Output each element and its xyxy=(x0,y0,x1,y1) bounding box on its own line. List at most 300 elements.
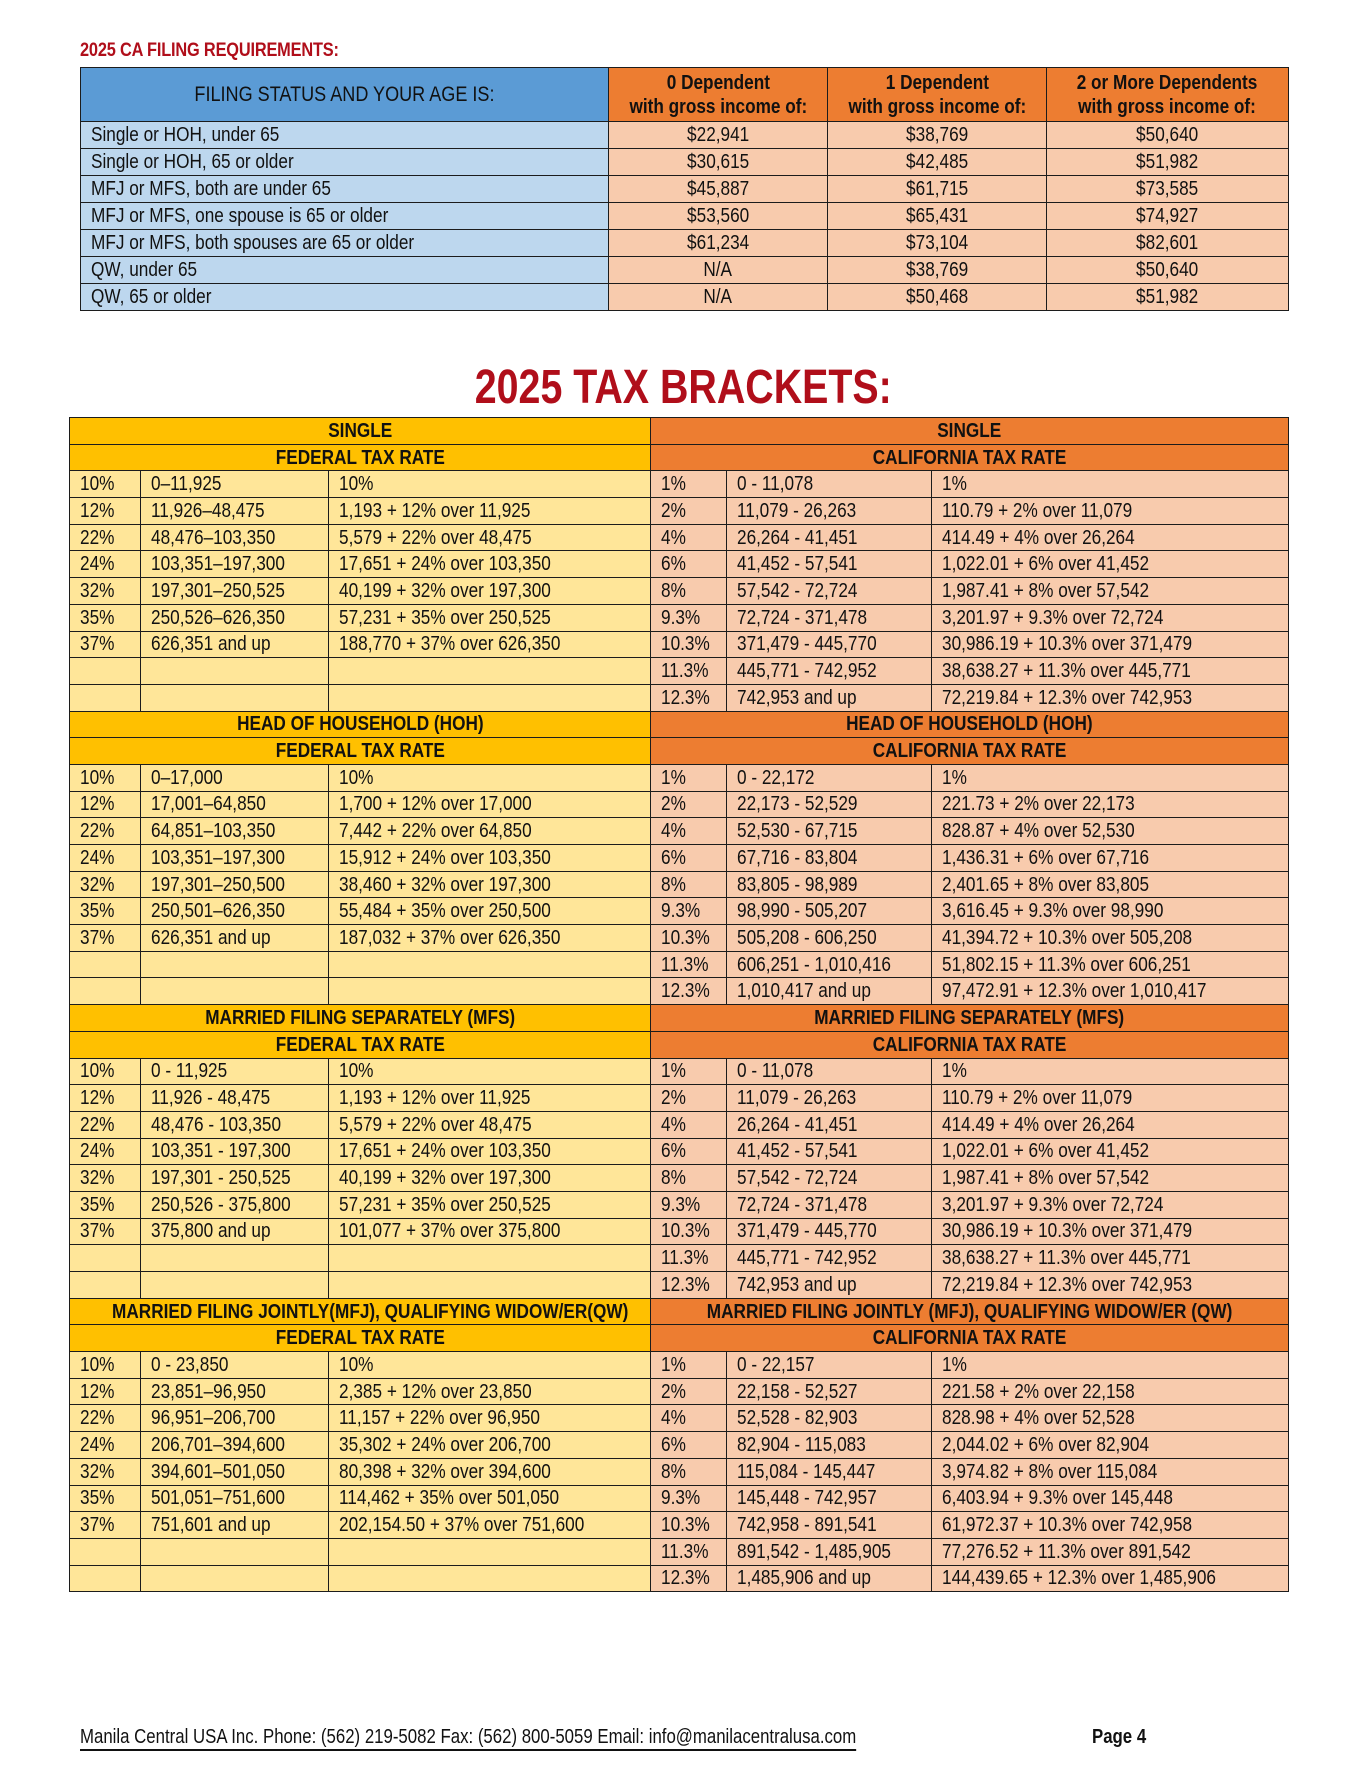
california-rate-cell: 4% xyxy=(651,1405,727,1432)
filing-requirement-row xyxy=(81,122,1289,149)
california-tax-formula-cell: 1% xyxy=(932,1352,1289,1379)
federal-tax-formula-cell xyxy=(329,1538,651,1565)
california-rate-cell: 12.3% xyxy=(651,1272,727,1299)
california-rate-cell: 9.3% xyxy=(651,1191,727,1218)
federal-rate-cell: 37% xyxy=(70,925,141,952)
california-income-range-cell: 67,716 - 83,804 xyxy=(727,845,932,872)
california-income-range-cell: 41,452 - 57,541 xyxy=(727,1138,932,1165)
federal-income-range-cell: 103,351 - 197,300 xyxy=(141,1138,329,1165)
california-income-range-cell: 115,084 - 145,447 xyxy=(727,1458,932,1485)
california-tax-formula-cell: 2,401.65 + 8% over 83,805 xyxy=(932,871,1289,898)
bracket-row xyxy=(70,1458,1289,1485)
california-rate-cell: 6% xyxy=(651,845,727,872)
federal-income-range-cell: 250,526 - 375,800 xyxy=(141,1191,329,1218)
california-tax-formula-cell: 30,986.19 + 10.3% over 371,479 xyxy=(932,1218,1289,1245)
federal-income-range-cell: 103,351–197,300 xyxy=(141,551,329,578)
federal-tax-rate-heading: FEDERAL TAX RATE xyxy=(70,738,651,765)
filing-status-cell: QW, 65 or older xyxy=(81,284,609,311)
federal-rate-cell: 22% xyxy=(70,524,141,551)
federal-filing-status-heading: MARRIED FILING JOINTLY(MFJ), QUALIFYING WIDOW/ER(QW) xyxy=(70,1298,651,1325)
dependent-1-column-header: 1 Dependent with gross income of: xyxy=(828,68,1047,122)
california-rate-cell: 1% xyxy=(651,471,727,498)
federal-income-range-cell: 751,601 and up xyxy=(141,1512,329,1539)
federal-income-range-cell: 64,851–103,350 xyxy=(141,818,329,845)
federal-rate-cell: 35% xyxy=(70,1485,141,1512)
federal-rate-cell: 32% xyxy=(70,1458,141,1485)
california-tax-formula-cell: 77,276.52 + 11.3% over 891,542 xyxy=(932,1538,1289,1565)
tax-rate-heading xyxy=(70,444,1289,471)
federal-rate-cell xyxy=(70,951,141,978)
federal-rate-cell: 12% xyxy=(70,791,141,818)
bracket-row xyxy=(70,631,1289,658)
federal-tax-rate-heading: FEDERAL TAX RATE xyxy=(70,444,651,471)
federal-tax-formula-cell xyxy=(329,951,651,978)
california-income-range-cell: 0 - 11,078 xyxy=(727,471,932,498)
dependent-2-income-cell: $74,927 xyxy=(1047,203,1289,230)
california-income-range-cell: 145,448 - 742,957 xyxy=(727,1485,932,1512)
california-tax-formula-cell: 221.73 + 2% over 22,173 xyxy=(932,791,1289,818)
dependent-1-income-cell: $38,769 xyxy=(828,122,1047,149)
federal-rate-cell: 24% xyxy=(70,1138,141,1165)
federal-rate-cell: 10% xyxy=(70,764,141,791)
filing-requirements-table xyxy=(80,67,1289,311)
california-rate-cell: 11.3% xyxy=(651,1245,727,1272)
california-income-range-cell: 742,953 and up xyxy=(727,1272,932,1299)
california-income-range-cell: 445,771 - 742,952 xyxy=(727,1245,932,1272)
california-income-range-cell: 505,208 - 606,250 xyxy=(727,925,932,952)
california-rate-cell: 1% xyxy=(651,1058,727,1085)
california-filing-status-heading: MARRIED FILING SEPARATELY (MFS) xyxy=(651,1005,1289,1032)
filing-status-heading xyxy=(70,418,1289,445)
page-number: Page 4 xyxy=(1092,1726,1147,1748)
california-tax-formula-cell: 3,616.45 + 9.3% over 98,990 xyxy=(932,898,1289,925)
california-rate-cell: 9.3% xyxy=(651,898,727,925)
california-rate-cell: 10.3% xyxy=(651,1218,727,1245)
california-filing-status-heading: SINGLE xyxy=(651,418,1289,445)
bracket-row xyxy=(70,764,1289,791)
california-income-range-cell: 26,264 - 41,451 xyxy=(727,1111,932,1138)
federal-tax-formula-cell: 57,231 + 35% over 250,525 xyxy=(329,1191,651,1218)
federal-rate-cell: 35% xyxy=(70,1191,141,1218)
bracket-row xyxy=(70,818,1289,845)
bracket-row xyxy=(70,1272,1289,1299)
tax-rate-heading xyxy=(70,738,1289,765)
california-rate-cell: 10.3% xyxy=(651,1512,727,1539)
california-rate-cell: 2% xyxy=(651,791,727,818)
california-tax-formula-cell: 1,987.41 + 8% over 57,542 xyxy=(932,1165,1289,1192)
california-income-range-cell: 1,010,417 and up xyxy=(727,978,932,1005)
federal-income-range-cell: 103,351–197,300 xyxy=(141,845,329,872)
federal-tax-formula-cell: 55,484 + 35% over 250,500 xyxy=(329,898,651,925)
dependent-1-income-cell: $73,104 xyxy=(828,230,1047,257)
dependent-1-income-cell: $50,468 xyxy=(828,284,1047,311)
dependent-2-income-cell: $50,640 xyxy=(1047,122,1289,149)
california-income-range-cell: 742,953 and up xyxy=(727,684,932,711)
california-rate-cell: 6% xyxy=(651,551,727,578)
federal-rate-cell: 24% xyxy=(70,845,141,872)
bracket-row xyxy=(70,1191,1289,1218)
federal-rate-cell: 35% xyxy=(70,604,141,631)
filing-requirement-row xyxy=(81,149,1289,176)
federal-tax-formula-cell: 187,032 + 37% over 626,350 xyxy=(329,925,651,952)
california-tax-formula-cell: 221.58 + 2% over 22,158 xyxy=(932,1378,1289,1405)
bracket-row xyxy=(70,1058,1289,1085)
federal-tax-formula-cell: 15,912 + 24% over 103,350 xyxy=(329,845,651,872)
federal-income-range-cell: 501,051–751,600 xyxy=(141,1485,329,1512)
california-income-range-cell: 57,542 - 72,724 xyxy=(727,578,932,605)
federal-rate-cell: 22% xyxy=(70,818,141,845)
federal-rate-cell xyxy=(70,684,141,711)
federal-rate-cell xyxy=(70,1538,141,1565)
bracket-row xyxy=(70,1352,1289,1379)
federal-rate-cell: 37% xyxy=(70,631,141,658)
california-tax-rate-heading: CALIFORNIA TAX RATE xyxy=(651,444,1289,471)
federal-income-range-cell: 96,951–206,700 xyxy=(141,1405,329,1432)
filing-requirement-row xyxy=(81,257,1289,284)
california-tax-formula-cell: 414.49 + 4% over 26,264 xyxy=(932,1111,1289,1138)
federal-rate-cell: 22% xyxy=(70,1111,141,1138)
federal-tax-formula-cell: 11,157 + 22% over 96,950 xyxy=(329,1405,651,1432)
california-rate-cell: 6% xyxy=(651,1432,727,1459)
federal-tax-formula-cell: 35,302 + 24% over 206,700 xyxy=(329,1432,651,1459)
california-income-range-cell: 891,542 - 1,485,905 xyxy=(727,1538,932,1565)
federal-tax-formula-cell: 202,154.50 + 37% over 751,600 xyxy=(329,1512,651,1539)
california-rate-cell: 1% xyxy=(651,1352,727,1379)
bracket-row xyxy=(70,978,1289,1005)
california-rate-cell: 1% xyxy=(651,764,727,791)
dependent-0-income-cell: N/A xyxy=(609,257,828,284)
bracket-row xyxy=(70,1432,1289,1459)
california-rate-cell: 9.3% xyxy=(651,604,727,631)
dependent-0-column-header: 0 Dependent with gross income of: xyxy=(609,68,828,122)
california-tax-formula-cell: 72,219.84 + 12.3% over 742,953 xyxy=(932,1272,1289,1299)
federal-tax-formula-cell: 1,700 + 12% over 17,000 xyxy=(329,791,651,818)
federal-rate-cell xyxy=(70,1565,141,1592)
federal-tax-formula-cell: 80,398 + 32% over 394,600 xyxy=(329,1458,651,1485)
bracket-row xyxy=(70,791,1289,818)
federal-income-range-cell: 197,301 - 250,525 xyxy=(141,1165,329,1192)
california-income-range-cell: 11,079 - 26,263 xyxy=(727,1085,932,1112)
california-income-range-cell: 72,724 - 371,478 xyxy=(727,1191,932,1218)
bracket-row xyxy=(70,1378,1289,1405)
federal-rate-cell: 32% xyxy=(70,871,141,898)
federal-tax-formula-cell xyxy=(329,978,651,1005)
bracket-row xyxy=(70,1405,1289,1432)
california-income-range-cell: 742,958 - 891,541 xyxy=(727,1512,932,1539)
filing-status-cell: QW, under 65 xyxy=(81,257,609,284)
federal-rate-cell: 12% xyxy=(70,1085,141,1112)
california-income-range-cell: 83,805 - 98,989 xyxy=(727,871,932,898)
federal-tax-formula-cell: 5,579 + 22% over 48,475 xyxy=(329,1111,651,1138)
dependent-0-income-cell: $30,615 xyxy=(609,149,828,176)
federal-tax-formula-cell xyxy=(329,684,651,711)
california-tax-formula-cell: 72,219.84 + 12.3% over 742,953 xyxy=(932,684,1289,711)
filing-status-heading xyxy=(70,1298,1289,1325)
filing-status-heading xyxy=(70,1005,1289,1032)
california-rate-cell: 8% xyxy=(651,578,727,605)
california-rate-cell: 8% xyxy=(651,1165,727,1192)
bracket-row xyxy=(70,658,1289,685)
federal-tax-formula-cell: 10% xyxy=(329,1058,651,1085)
bracket-row xyxy=(70,578,1289,605)
california-rate-cell: 2% xyxy=(651,1085,727,1112)
dependent-1-income-cell: $38,769 xyxy=(828,257,1047,284)
bracket-row xyxy=(70,925,1289,952)
bracket-row xyxy=(70,524,1289,551)
bracket-row xyxy=(70,1245,1289,1272)
california-tax-formula-cell: 414.49 + 4% over 26,264 xyxy=(932,524,1289,551)
bracket-row xyxy=(70,471,1289,498)
california-income-range-cell: 0 - 11,078 xyxy=(727,1058,932,1085)
federal-tax-formula-cell: 7,442 + 22% over 64,850 xyxy=(329,818,651,845)
california-tax-formula-cell: 828.87 + 4% over 52,530 xyxy=(932,818,1289,845)
california-rate-cell: 6% xyxy=(651,1138,727,1165)
california-tax-formula-cell: 30,986.19 + 10.3% over 371,479 xyxy=(932,631,1289,658)
federal-filing-status-heading: HEAD OF HOUSEHOLD (HOH) xyxy=(70,711,651,738)
california-tax-formula-cell: 144,439.65 + 12.3% over 1,485,906 xyxy=(932,1565,1289,1592)
california-tax-rate-heading: CALIFORNIA TAX RATE xyxy=(651,1031,1289,1058)
california-tax-formula-cell: 1,022.01 + 6% over 41,452 xyxy=(932,1138,1289,1165)
california-rate-cell: 11.3% xyxy=(651,1538,727,1565)
federal-income-range-cell xyxy=(141,1272,329,1299)
federal-rate-cell: 24% xyxy=(70,1432,141,1459)
california-tax-formula-cell: 110.79 + 2% over 11,079 xyxy=(932,498,1289,525)
federal-tax-formula-cell xyxy=(329,658,651,685)
california-income-range-cell: 0 - 22,157 xyxy=(727,1352,932,1379)
california-income-range-cell: 22,158 - 52,527 xyxy=(727,1378,932,1405)
federal-rate-cell: 12% xyxy=(70,1378,141,1405)
federal-tax-formula-cell: 10% xyxy=(329,471,651,498)
federal-income-range-cell: 206,701–394,600 xyxy=(141,1432,329,1459)
federal-filing-status-heading: MARRIED FILING SEPARATELY (MFS) xyxy=(70,1005,651,1032)
california-rate-cell: 12.3% xyxy=(651,684,727,711)
federal-income-range-cell: 626,351 and up xyxy=(141,925,329,952)
california-income-range-cell: 52,530 - 67,715 xyxy=(727,818,932,845)
filing-requirements-header-row xyxy=(81,68,1289,122)
bracket-row xyxy=(70,1512,1289,1539)
dependent-2-income-cell: $50,640 xyxy=(1047,257,1289,284)
federal-income-range-cell: 375,800 and up xyxy=(141,1218,329,1245)
dependent-0-income-cell: $61,234 xyxy=(609,230,828,257)
federal-rate-cell: 35% xyxy=(70,898,141,925)
federal-income-range-cell: 11,926 - 48,475 xyxy=(141,1085,329,1112)
federal-income-range-cell xyxy=(141,658,329,685)
federal-rate-cell: 37% xyxy=(70,1218,141,1245)
dependent-0-income-cell: $53,560 xyxy=(609,203,828,230)
federal-tax-rate-heading: FEDERAL TAX RATE xyxy=(70,1031,651,1058)
federal-rate-cell: 10% xyxy=(70,1058,141,1085)
federal-tax-formula-cell: 10% xyxy=(329,764,651,791)
bracket-row xyxy=(70,1218,1289,1245)
california-tax-formula-cell: 41,394.72 + 10.3% over 505,208 xyxy=(932,925,1289,952)
federal-income-range-cell xyxy=(141,978,329,1005)
bracket-row xyxy=(70,951,1289,978)
bracket-row xyxy=(70,1085,1289,1112)
california-income-range-cell: 371,479 - 445,770 xyxy=(727,631,932,658)
california-income-range-cell: 11,079 - 26,263 xyxy=(727,498,932,525)
tax-rate-heading xyxy=(70,1031,1289,1058)
filing-requirements-title: 2025 CA FILING REQUIREMENTS: xyxy=(80,40,339,61)
federal-income-range-cell: 48,476–103,350 xyxy=(141,524,329,551)
dependent-2-income-cell: $51,982 xyxy=(1047,284,1289,311)
federal-income-range-cell: 626,351 and up xyxy=(141,631,329,658)
california-income-range-cell: 82,904 - 115,083 xyxy=(727,1432,932,1459)
federal-income-range-cell: 250,501–626,350 xyxy=(141,898,329,925)
california-tax-formula-cell: 1,987.41 + 8% over 57,542 xyxy=(932,578,1289,605)
federal-rate-cell: 22% xyxy=(70,1405,141,1432)
california-tax-formula-cell: 1,436.31 + 6% over 67,716 xyxy=(932,845,1289,872)
federal-income-range-cell: 17,001–64,850 xyxy=(141,791,329,818)
california-rate-cell: 4% xyxy=(651,818,727,845)
bracket-row xyxy=(70,684,1289,711)
california-rate-cell: 2% xyxy=(651,1378,727,1405)
california-income-range-cell: 41,452 - 57,541 xyxy=(727,551,932,578)
filing-status-cell: MFJ or MFS, one spouse is 65 or older xyxy=(81,203,609,230)
federal-income-range-cell: 0 - 23,850 xyxy=(141,1352,329,1379)
federal-income-range-cell xyxy=(141,1538,329,1565)
california-tax-formula-cell: 1% xyxy=(932,1058,1289,1085)
federal-tax-formula-cell: 5,579 + 22% over 48,475 xyxy=(329,524,651,551)
dependent-1-income-cell: $42,485 xyxy=(828,149,1047,176)
federal-income-range-cell: 250,526–626,350 xyxy=(141,604,329,631)
california-rate-cell: 12.3% xyxy=(651,1565,727,1592)
california-tax-formula-cell: 3,201.97 + 9.3% over 72,724 xyxy=(932,1191,1289,1218)
california-income-range-cell: 1,485,906 and up xyxy=(727,1565,932,1592)
california-tax-formula-cell: 2,044.02 + 6% over 82,904 xyxy=(932,1432,1289,1459)
california-income-range-cell: 0 - 22,172 xyxy=(727,764,932,791)
federal-tax-formula-cell: 188,770 + 37% over 626,350 xyxy=(329,631,651,658)
tax-brackets-title: 2025 TAX BRACKETS: xyxy=(474,361,892,414)
california-rate-cell: 10.3% xyxy=(651,631,727,658)
federal-rate-cell: 10% xyxy=(70,471,141,498)
federal-rate-cell xyxy=(70,1245,141,1272)
filing-status-heading xyxy=(70,711,1289,738)
california-tax-formula-cell: 6,403.94 + 9.3% over 145,448 xyxy=(932,1485,1289,1512)
filing-requirement-row xyxy=(81,284,1289,311)
filing-requirement-row xyxy=(81,203,1289,230)
federal-rate-cell: 32% xyxy=(70,1165,141,1192)
california-tax-formula-cell: 51,802.15 + 11.3% over 606,251 xyxy=(932,951,1289,978)
california-income-range-cell: 22,173 - 52,529 xyxy=(727,791,932,818)
california-income-range-cell: 26,264 - 41,451 xyxy=(727,524,932,551)
california-tax-formula-cell: 3,201.97 + 9.3% over 72,724 xyxy=(932,604,1289,631)
california-rate-cell: 4% xyxy=(651,1111,727,1138)
dependent-1-income-cell: $61,715 xyxy=(828,176,1047,203)
dependent-2-income-cell: $51,982 xyxy=(1047,149,1289,176)
federal-income-range-cell: 0–17,000 xyxy=(141,764,329,791)
status-column-header: FILING STATUS AND YOUR AGE IS: xyxy=(81,68,609,122)
dependent-2-income-cell: $73,585 xyxy=(1047,176,1289,203)
california-rate-cell: 4% xyxy=(651,524,727,551)
california-income-range-cell: 72,724 - 371,478 xyxy=(727,604,932,631)
bracket-row xyxy=(70,1538,1289,1565)
california-tax-formula-cell: 110.79 + 2% over 11,079 xyxy=(932,1085,1289,1112)
california-rate-cell: 8% xyxy=(651,871,727,898)
federal-income-range-cell: 11,926–48,475 xyxy=(141,498,329,525)
california-rate-cell: 9.3% xyxy=(651,1485,727,1512)
dependent-2-column-header: 2 or More Dependents with gross income of: xyxy=(1047,68,1289,122)
california-rate-cell: 11.3% xyxy=(651,951,727,978)
federal-tax-formula-cell: 17,651 + 24% over 103,350 xyxy=(329,1138,651,1165)
bracket-row xyxy=(70,498,1289,525)
federal-rate-cell: 32% xyxy=(70,578,141,605)
california-filing-status-heading: HEAD OF HOUSEHOLD (HOH) xyxy=(651,711,1289,738)
federal-tax-formula-cell: 40,199 + 32% over 197,300 xyxy=(329,1165,651,1192)
federal-income-range-cell xyxy=(141,1245,329,1272)
dependent-1-income-cell: $65,431 xyxy=(828,203,1047,230)
bracket-row xyxy=(70,1485,1289,1512)
federal-tax-formula-cell xyxy=(329,1272,651,1299)
federal-income-range-cell: 23,851–96,950 xyxy=(141,1378,329,1405)
california-tax-formula-cell: 828.98 + 4% over 52,528 xyxy=(932,1405,1289,1432)
federal-income-range-cell xyxy=(141,951,329,978)
federal-income-range-cell: 197,301–250,500 xyxy=(141,871,329,898)
california-income-range-cell: 371,479 - 445,770 xyxy=(727,1218,932,1245)
federal-rate-cell: 37% xyxy=(70,1512,141,1539)
federal-tax-formula-cell: 40,199 + 32% over 197,300 xyxy=(329,578,651,605)
filing-requirement-row xyxy=(81,176,1289,203)
federal-tax-formula-cell: 1,193 + 12% over 11,925 xyxy=(329,498,651,525)
california-income-range-cell: 445,771 - 742,952 xyxy=(727,658,932,685)
california-tax-formula-cell: 38,638.27 + 11.3% over 445,771 xyxy=(932,1245,1289,1272)
filing-status-cell: Single or HOH, under 65 xyxy=(81,122,609,149)
federal-income-range-cell: 0 - 11,925 xyxy=(141,1058,329,1085)
filing-status-cell: MFJ or MFS, both are under 65 xyxy=(81,176,609,203)
federal-rate-cell xyxy=(70,978,141,1005)
federal-tax-formula-cell: 10% xyxy=(329,1352,651,1379)
federal-filing-status-heading: SINGLE xyxy=(70,418,651,445)
federal-income-range-cell xyxy=(141,684,329,711)
california-income-range-cell: 52,528 - 82,903 xyxy=(727,1405,932,1432)
california-tax-formula-cell: 97,472.91 + 12.3% over 1,010,417 xyxy=(932,978,1289,1005)
california-rate-cell: 8% xyxy=(651,1458,727,1485)
filing-status-cell: Single or HOH, 65 or older xyxy=(81,149,609,176)
federal-tax-formula-cell xyxy=(329,1245,651,1272)
federal-tax-rate-heading: FEDERAL TAX RATE xyxy=(70,1325,651,1352)
dependent-0-income-cell: $45,887 xyxy=(609,176,828,203)
california-filing-status-heading: MARRIED FILING JOINTLY (MFJ), QUALIFYING WIDOW/ER (QW) xyxy=(651,1298,1289,1325)
footer-contact-info: Manila Central USA Inc. Phone: (562) 219-5082 Fax: (562) 800-5059 Email: info@manilacentralusa.com xyxy=(80,1725,856,1751)
dependent-2-income-cell: $82,601 xyxy=(1047,230,1289,257)
bracket-row xyxy=(70,898,1289,925)
federal-tax-formula-cell: 38,460 + 32% over 197,300 xyxy=(329,871,651,898)
federal-tax-formula-cell: 57,231 + 35% over 250,525 xyxy=(329,604,651,631)
federal-income-range-cell: 394,601–501,050 xyxy=(141,1458,329,1485)
bracket-row xyxy=(70,1111,1289,1138)
california-tax-rate-heading: CALIFORNIA TAX RATE xyxy=(651,738,1289,765)
bracket-row xyxy=(70,604,1289,631)
federal-tax-formula-cell: 1,193 + 12% over 11,925 xyxy=(329,1085,651,1112)
federal-tax-formula-cell: 17,651 + 24% over 103,350 xyxy=(329,551,651,578)
california-tax-formula-cell: 61,972.37 + 10.3% over 742,958 xyxy=(932,1512,1289,1539)
federal-rate-cell: 12% xyxy=(70,498,141,525)
filing-requirement-row xyxy=(81,230,1289,257)
california-tax-formula-cell: 1% xyxy=(932,471,1289,498)
california-tax-rate-heading: CALIFORNIA TAX RATE xyxy=(651,1325,1289,1352)
federal-income-range-cell: 197,301–250,525 xyxy=(141,578,329,605)
federal-rate-cell: 24% xyxy=(70,551,141,578)
california-tax-formula-cell: 3,974.82 + 8% over 115,084 xyxy=(932,1458,1289,1485)
federal-tax-formula-cell: 101,077 + 37% over 375,800 xyxy=(329,1218,651,1245)
california-tax-formula-cell: 1,022.01 + 6% over 41,452 xyxy=(932,551,1289,578)
federal-income-range-cell xyxy=(141,1565,329,1592)
california-tax-formula-cell: 38,638.27 + 11.3% over 445,771 xyxy=(932,658,1289,685)
bracket-row xyxy=(70,1138,1289,1165)
federal-rate-cell: 10% xyxy=(70,1352,141,1379)
federal-tax-formula-cell: 114,462 + 35% over 501,050 xyxy=(329,1485,651,1512)
federal-rate-cell xyxy=(70,658,141,685)
california-income-range-cell: 98,990 - 505,207 xyxy=(727,898,932,925)
